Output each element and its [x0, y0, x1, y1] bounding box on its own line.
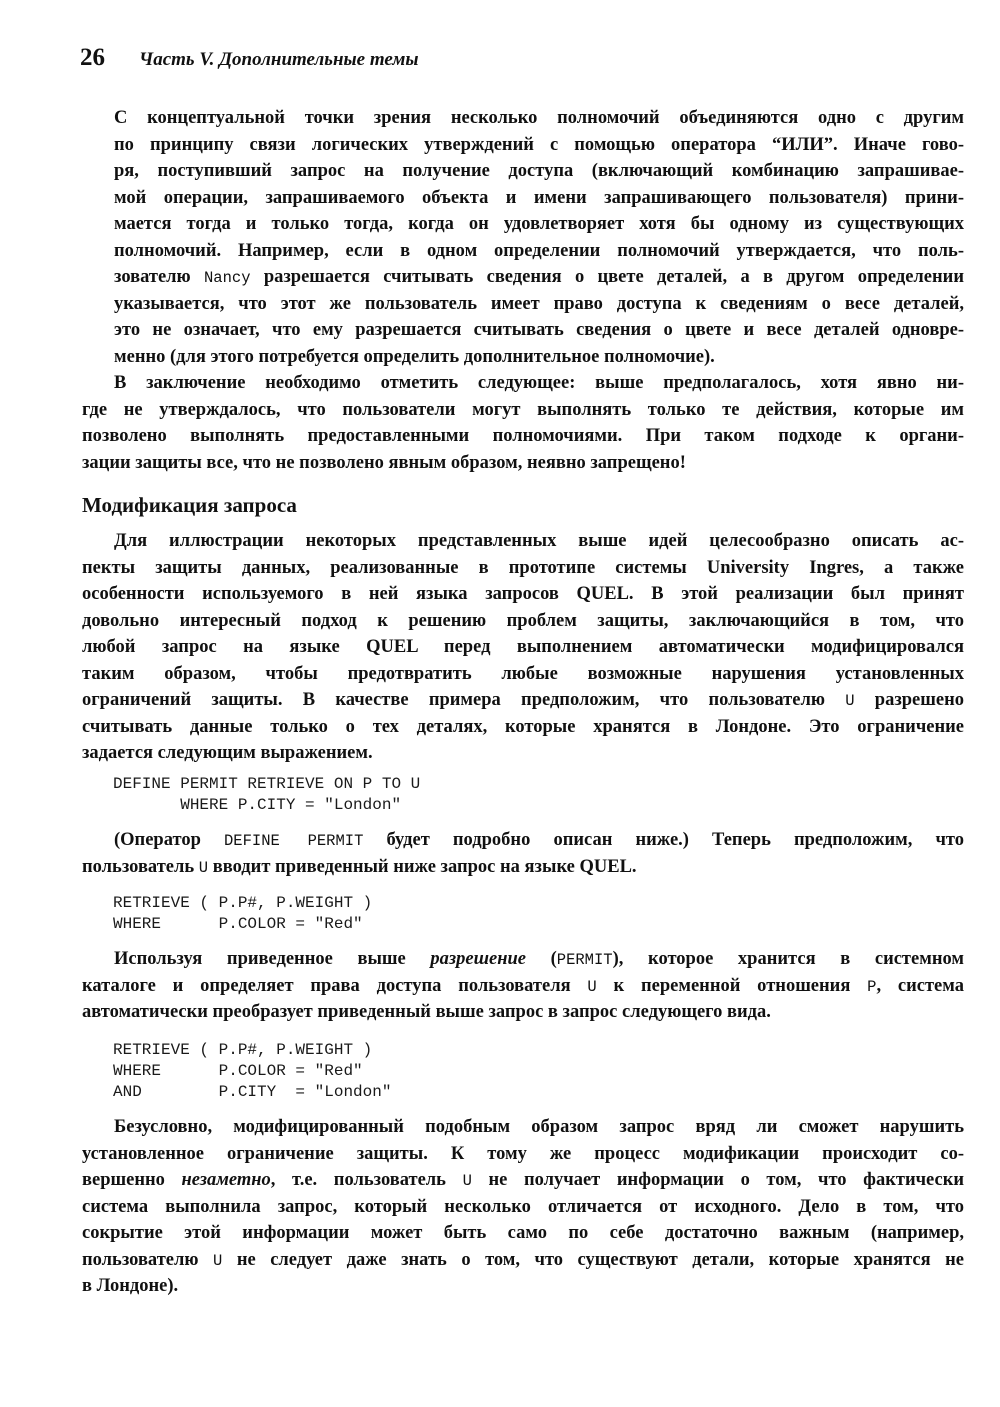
text-line: пользователь U вводит приведенный ниже запрос на языке QUEL. — [82, 856, 637, 877]
text-line: особенности используемого в ней языка запросов QUEL. В этой реализации был принят — [82, 584, 964, 604]
running-title: Часть V. Дополнительные темы — [139, 49, 419, 70]
text-line: (Оператор DEFINE PERMIT будет подробно описан ниже.) Теперь предположим, что — [114, 830, 964, 850]
text-line: система выполнила запрос, который несколько отличается от исходного. Дело в том, что — [82, 1196, 964, 1217]
text-line: ря, поступивший запрос на получение доступа (включающий комбинацию запрашивае- — [114, 161, 964, 181]
text-line: сокрытие этой информации может быть само по себе достаточно важным (например, — [82, 1223, 964, 1243]
inline-code: U — [845, 692, 855, 710]
paragraph-permit-transform — [82, 946, 964, 1026]
paragraph-permissions-or — [82, 105, 964, 370]
text-line: ограничений защиты. В качестве примера предположим, что пользователю U разрешено — [82, 690, 964, 710]
text-line: вершенно незаметно, т.е. пользователь U не получает информации о том, что фактически — [82, 1170, 964, 1190]
text-line: любой запрос на языке QUEL перед выполнением автоматически модифицировался — [82, 637, 964, 657]
text-line: менно (для этого потребуется определить дополнительное полномочие). — [114, 346, 715, 367]
page-number: 26 — [80, 44, 105, 71]
text-line: Безусловно, модифицированный подобным образом запрос вряд ли сможет нарушить — [114, 1117, 964, 1137]
text-line: таким образом, чтобы предотвратить любые возможные нарушения установленных — [82, 663, 964, 684]
text-line: каталоге и определяет права доступа пользователя U к переменной отношения P, система — [82, 975, 964, 996]
text-line: полномочий. Например, если в одном определении полномочий утверждается, что поль- — [114, 240, 964, 261]
inline-code: P — [867, 977, 877, 996]
section-heading: Модификация запроса — [82, 493, 297, 517]
text-line: зователю Nancy разрешается считывать сведения о цвете деталей, а в другом определении — [114, 267, 964, 287]
code-define-permit: DEFINE PERMIT RETRIEVE ON P TO U WHERE P.CITY = "London" — [113, 775, 421, 814]
text-line: автоматически преобразует приведенный выше запрос в запрос следующего вида. — [82, 1002, 771, 1022]
inline-code: DEFINE PERMIT — [223, 832, 364, 850]
emphasis: незаметно — [181, 1170, 271, 1190]
page-header — [80, 44, 419, 70]
text-line: Используя приведенное выше разрешение (PERMIT), которое хранится в системном — [114, 949, 964, 969]
text-line: С концептуальной точки зрения несколько полномочий объединяются одно с другим — [114, 108, 964, 128]
text-line: мой операции, запрашиваемого объекта и имени запрашивающего пользователя) прини- — [114, 187, 964, 208]
text-line: мается тогда и только тогда, когда он удовлетворяет хотя бы одному из существующих — [114, 214, 964, 234]
code-retrieve-query: RETRIEVE ( P.P#, P.WEIGHT ) WHERE P.COLOR = "Red" — [113, 894, 373, 933]
text-line: В заключение необходимо отметить следующее: выше предполагалось, хотя явно ни- — [114, 373, 964, 393]
text-line: указывается, что этот же пользователь имеет право доступа к сведениям о весе деталей, — [114, 293, 964, 314]
emphasis: разрешение — [430, 949, 526, 969]
inline-code: U — [198, 858, 209, 877]
text-line: задается следующим выражением. — [82, 743, 373, 763]
text-line: по принципу связи логических утверждений с помощью оператора “ИЛИ”. Иначе гово- — [114, 134, 964, 155]
text-line: пекты защиты данных, реализованные в прототипе системы University Ingres, а также — [82, 557, 964, 578]
paragraph-user-query — [82, 827, 964, 880]
paragraph-quel-intro — [82, 528, 964, 767]
text-line: позволено выполнять предоставленными полномочиями. При таком подходе к органи- — [82, 426, 964, 446]
text-line: довольно интересный подход к решению проблем защиты, заключающийся в том, что — [82, 610, 964, 631]
inline-code: PERMIT — [556, 951, 613, 969]
inline-code: U — [213, 1251, 223, 1270]
text-line: где не утверждалось, что пользователи могут выполнять только те действия, которые им — [82, 399, 964, 420]
inline-code: U — [587, 977, 597, 996]
text-line: Для иллюстрации некоторых представленных выше идей целесообразно описать ас- — [114, 531, 964, 551]
text-line: зации защиты все, что не позволено явным образом, неявно запрещено! — [82, 452, 686, 473]
inline-code: U — [462, 1172, 472, 1190]
text-line: пользователю U не следует даже знать о том, что существуют детали, которые хранятся не — [82, 1249, 964, 1270]
text-line: установленное ограничение защиты. К тому же процесс модификации происходит со- — [82, 1143, 964, 1164]
text-line: это не означает, что ему разрешается считывать сведения о цвете и весе деталей одновре- — [114, 320, 964, 340]
paragraph-conclusion — [82, 370, 964, 476]
code-modified-query: RETRIEVE ( P.P#, P.WEIGHT ) WHERE P.COLOR = "Red" AND P.CITY = "London" — [113, 1041, 392, 1101]
text-line: в Лондоне). — [82, 1276, 179, 1296]
text-line: считывать данные только о тех деталях, которые хранятся в Лондоне. Это ограничение — [82, 716, 964, 737]
inline-code: Nancy — [204, 269, 251, 287]
paragraph-transparency — [82, 1114, 964, 1300]
